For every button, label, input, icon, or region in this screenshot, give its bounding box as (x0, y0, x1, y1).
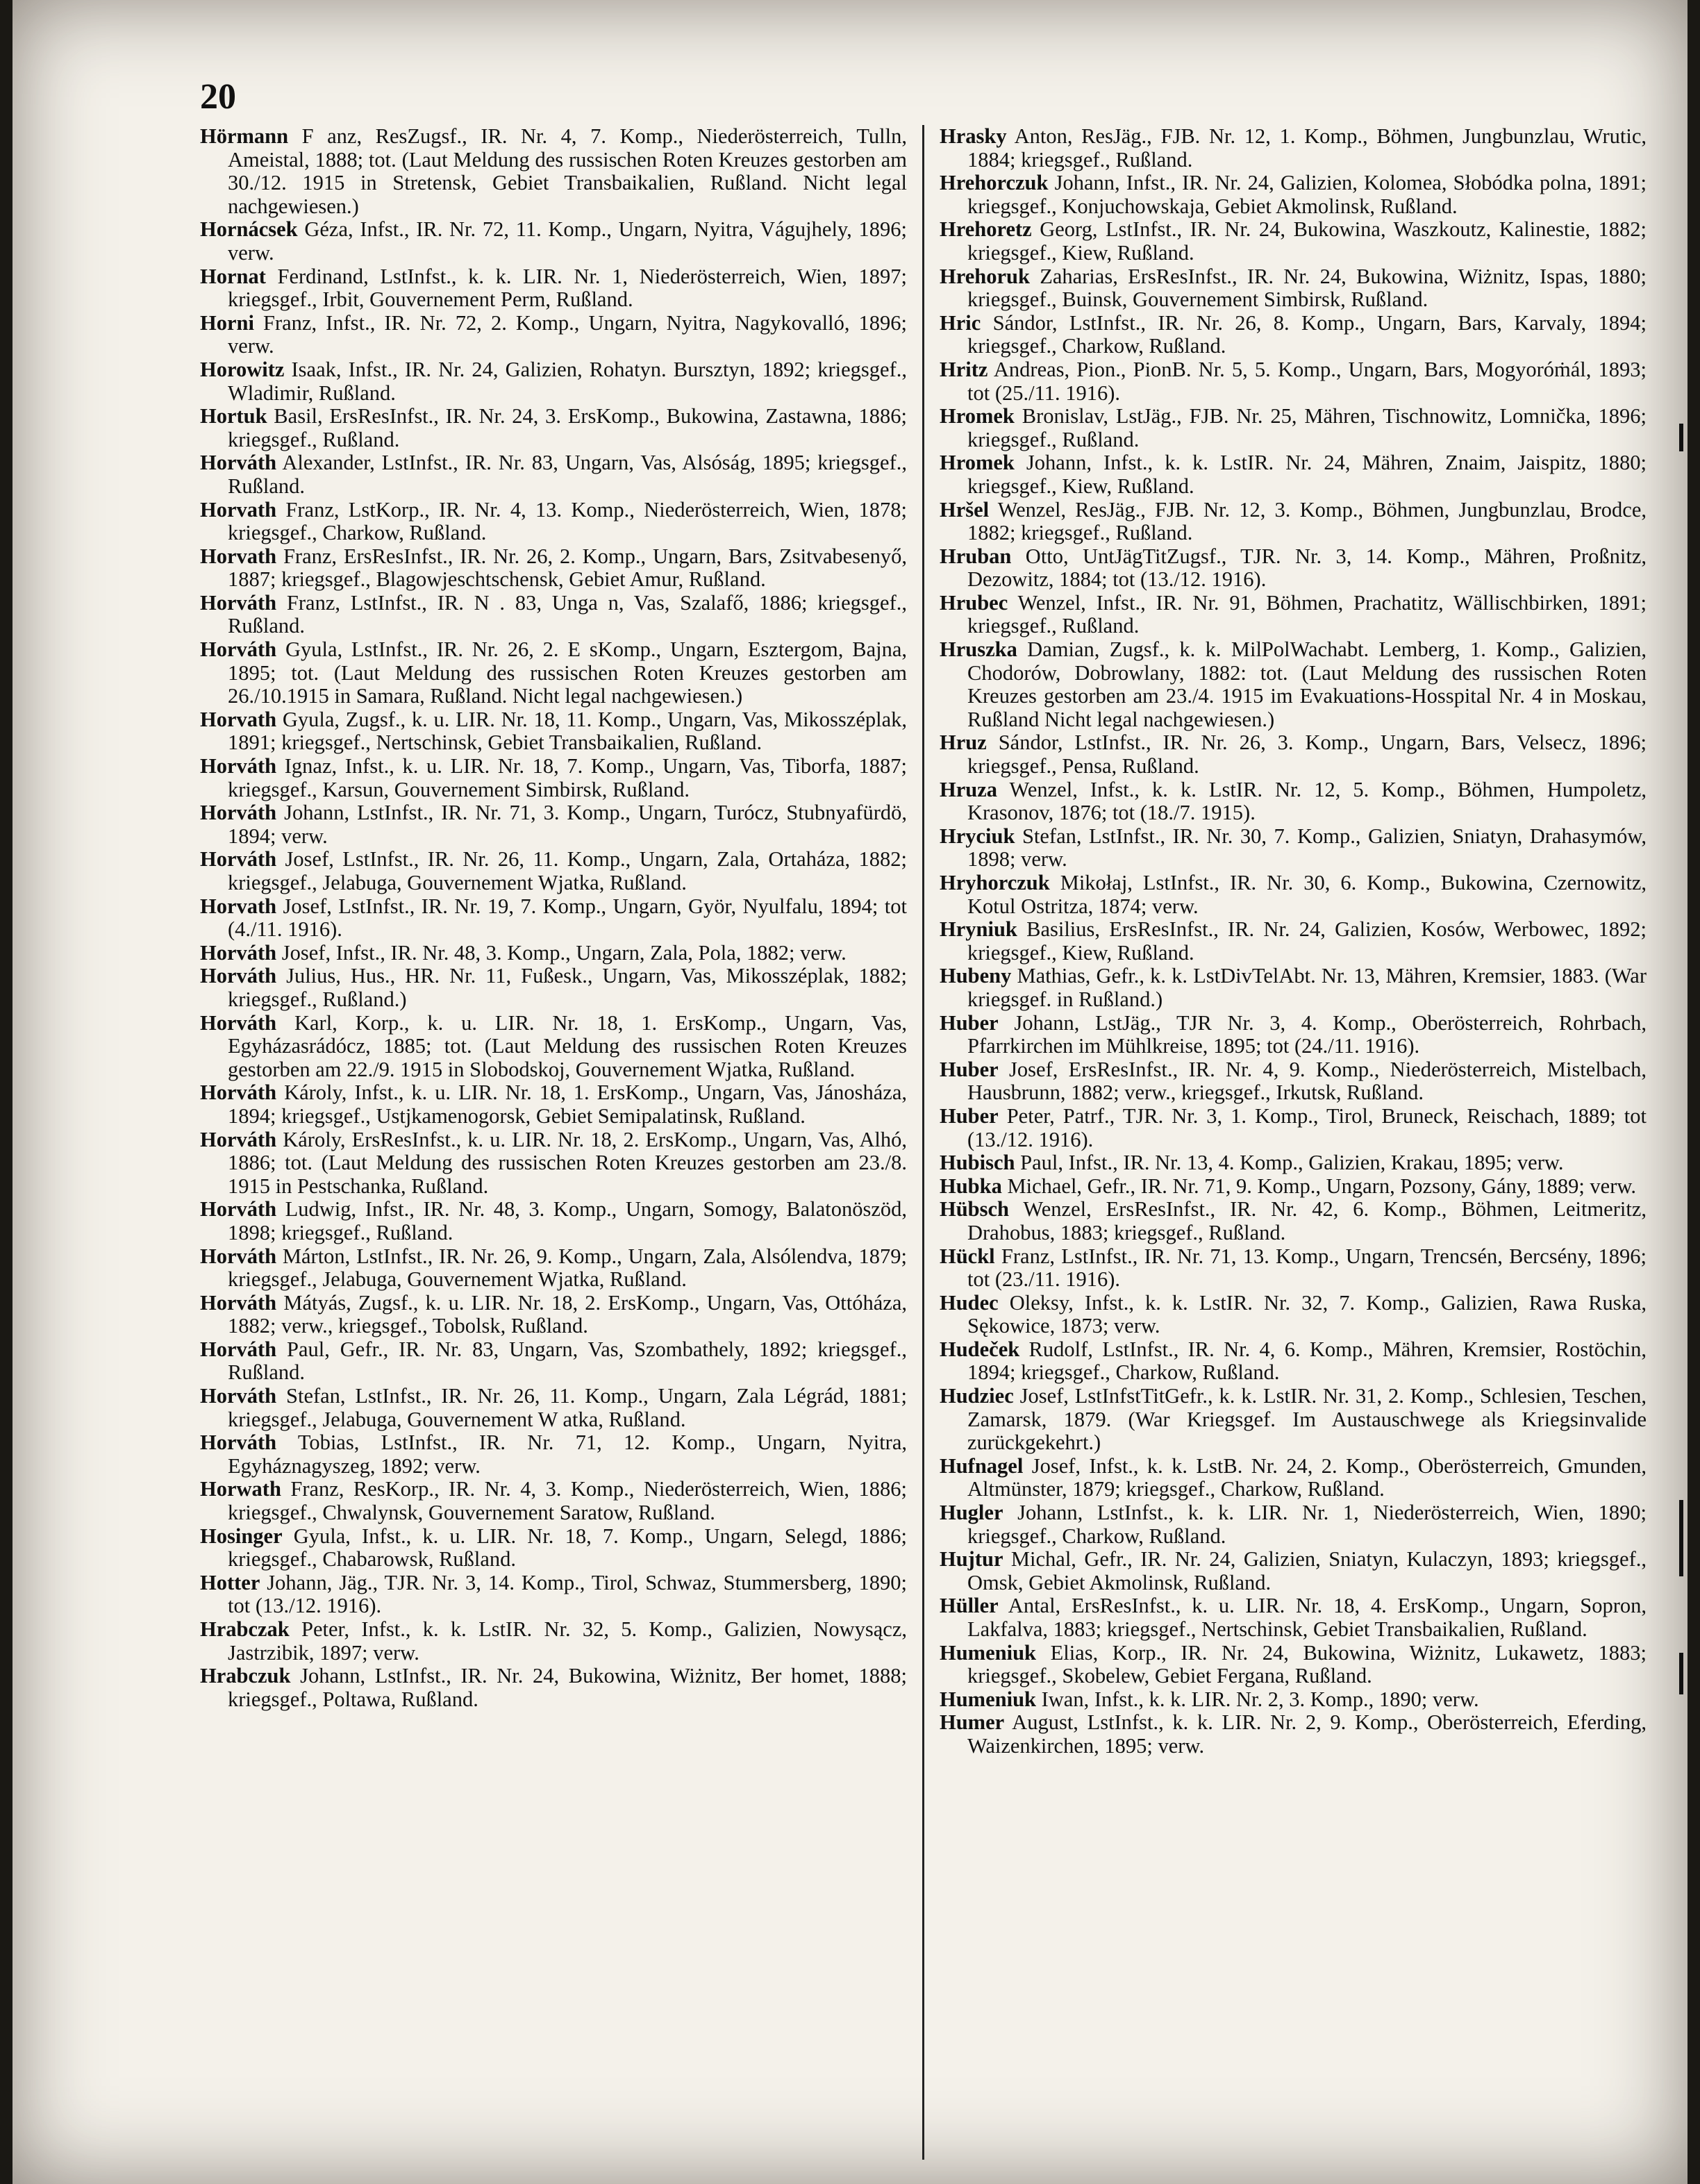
entry-surname: Hrehoruk (940, 264, 1030, 288)
entry-surname: Horváth (200, 754, 277, 778)
list-item (200, 1198, 907, 1244)
list-item (940, 825, 1647, 872)
entry-surname: Horváth (200, 964, 277, 988)
entry-details: Tobias, LstInfst., IR. Nr. 71, 12. Komp., Ungarn, Nyitra, Egyháznagyszeg, 1892; verw. (228, 1431, 907, 1478)
list-item (200, 895, 907, 942)
list-item (940, 1338, 1647, 1385)
entry-surname: Horni (200, 310, 254, 335)
entry-surname: Hortuk (200, 404, 267, 428)
entry-details: Stefan, LstInfst., IR. Nr. 30, 7. Komp., Galizien, Sniatyn, Drahasymów, 1898; verw. (967, 824, 1647, 872)
entry-surname: Hubisch (940, 1151, 1015, 1175)
entry-details: Károly, Infst., k. u. LIR. Nr. 18, 1. ErsKomp., Ungarn, Vas, Jánosháza, 1894; kriegsgef., Ustjkamenogorsk, Gebiet Semipalatinsk, Rußland. (228, 1081, 907, 1128)
entry-surname: Horváth (200, 1244, 277, 1268)
entry-details: Gyula, Zugsf., k. u. LIR. Nr. 18, 11. Komp., Ungarn, Vas, Mikosszéplak, 1891; kriegsgef., Nertschinsk, Gebiet Transbaikalien, Rußland. (228, 707, 907, 755)
entry-surname: Hujtur (940, 1547, 1003, 1572)
entry-details: Johann, Jäg., TJR. Nr. 3, 14. Komp., Tirol, Schwaz, Stummersberg, 1890; tot (13./12. 1916). (228, 1570, 907, 1618)
edge-mark (1679, 1653, 1683, 1694)
list-item (200, 801, 907, 848)
entry-details: Wenzel, Infst., k. k. LstIR. Nr. 12, 5. Komp., Böhmen, Humpoletz, Krasonov, 1876; tot (18./7. 1915). (967, 777, 1647, 825)
entry-details: Márton, LstInfst., IR. Nr. 26, 9. Komp., Ungarn, Zala, Alsólendva, 1879; kriegsgef., Jelabuga, Gouvernement Wjatka, Rußland. (228, 1244, 907, 1292)
entry-surname: Horváth (200, 1431, 277, 1455)
entry-surname: Huber (940, 1057, 999, 1081)
entry-details: Mikołaj, LstInfst., IR. Nr. 30, 6. Komp., Bukowina, Czernowitz, Kotul Ostritza, 1874; verw. (967, 871, 1647, 918)
entry-surname: Horváth (200, 1197, 277, 1222)
list-item (940, 1105, 1647, 1151)
entry-surname: Horowitz (200, 357, 285, 381)
entry-details: Josef, LstInfstTitGefr., k. k. LstIR. Nr. 31, 2. Komp., Schlesien, Teschen, Zamarsk, 1879. (War Kriegsgef. Im Austauschwege als Kriegsinvalide zurückgekehrt.) (967, 1384, 1647, 1455)
entry-details: Wenzel, Infst., IR. Nr. 91, Böhmen, Prachatitz, Wällischbirken, 1891; kriegsgef., Rußland. (967, 590, 1647, 638)
list-item (940, 778, 1647, 825)
entry-details: Josef, Infst., k. k. LstB. Nr. 24, 2. Komp., Oberösterreich, Gmunden, Altmünster, 1879; kriegsgef., Charkow, Rußland. (967, 1453, 1647, 1501)
list-item (200, 1081, 907, 1128)
entry-details: Michael, Gefr., IR. Nr. 71, 9. Komp., Ungarn, Pozsony, Gány, 1889; verw. (1001, 1174, 1637, 1198)
entry-surname: Hüller (940, 1594, 999, 1618)
entry-details: Peter, Infst., k. k. LstIR. Nr. 32, 5. Komp., Galizien, Nowysącz, Jastrzibik, 1897; verw. (228, 1617, 907, 1665)
list-item (940, 1245, 1647, 1292)
entry-surname: Humer (940, 1710, 1005, 1735)
entry-surname: Humeniuk (940, 1640, 1036, 1665)
list-item (200, 1618, 907, 1665)
list-item (940, 592, 1647, 638)
list-item (940, 1455, 1647, 1501)
list-item (940, 1688, 1647, 1712)
list-item (200, 1525, 907, 1572)
list-item (940, 1711, 1647, 1758)
list-item (940, 1548, 1647, 1594)
list-item (940, 125, 1647, 172)
list-item (200, 499, 907, 545)
entry-details: Johann, Infst., IR. Nr. 24, Galizien, Kolomea, Słobódka polna, 1891; kriegsgef., Konjuchowskaja, Gebiet Akmolinsk, Rußland. (967, 171, 1647, 218)
entry-details: Ludwig, Infst., IR. Nr. 48, 3. Komp., Ungarn, Somogy, Balatonöszöd, 1898; kriegsgef., Rußland. (228, 1197, 907, 1244)
entry-surname: Hudec (940, 1290, 999, 1315)
columns (200, 125, 1651, 2160)
left-column (200, 125, 922, 2160)
entry-details: Georg, LstInfst., IR. Nr. 24, Bukowina, Waszkoutz, Kalinestie, 1882; kriegsgef., Kiew, Rußland. (967, 217, 1647, 265)
entry-surname: Horváth (200, 1010, 277, 1035)
entry-surname: Hufnagel (940, 1453, 1024, 1478)
list-item (200, 1665, 907, 1711)
entry-surname: Horváth (200, 1337, 277, 1361)
entry-surname: Hubeny (940, 964, 1012, 988)
list-item (940, 1292, 1647, 1338)
entry-details: Károly, ErsResInfst., k. u. LIR. Nr. 18, 2. ErsKomp., Ungarn, Vas, Alhó, 1886; tot. (Laut Meldung des russischen Roten Kreuzes gestorben am 23./8. 1915 in Pestschanka, Rußland. (228, 1127, 907, 1198)
list-item (940, 918, 1647, 965)
entry-details: Oleksy, Infst., k. k. LstIR. Nr. 32, 7. Komp., Galizien, Rawa Ruska, Sękowice, 1873; verw. (967, 1290, 1647, 1338)
entry-surname: Hromek (940, 451, 1015, 475)
entry-details: Peter, Patrf., TJR. Nr. 3, 1. Komp., Tirol, Bruneck, Reischach, 1889; tot (13./12. 1916). (967, 1103, 1647, 1151)
entry-details: Sándor, LstInfst., IR. Nr. 26, 8. Komp., Ungarn, Bars, Karvaly, 1894; kriegsgef., Charkow, Rußland. (967, 310, 1647, 358)
entry-details: Mátyás, Zugsf., k. u. LIR. Nr. 18, 2. ErsKomp., Ungarn, Vas, Ottóháza, 1882; verw., kriegsgef., Tobolsk, Rußland. (228, 1290, 907, 1338)
entry-details: Bronislav, LstJäg., FJB. Nr. 25, Mähren, Tischnowitz, Lomnička, 1896; kriegsgef., Rußland. (967, 404, 1647, 451)
entry-details: Johann, LstInfst., IR. Nr. 24, Bukowina, Wiżnitz, Ber homet, 1888; kriegsgef., Poltawa, Rußland. (228, 1664, 907, 1711)
entry-details: Johann, LstJäg., TJR Nr. 3, 4. Komp., Oberösterreich, Rohrbach, Pfarrkirchen im Mühlkreise, 1895; tot (24./11. 1916). (967, 1010, 1647, 1058)
entry-surname: Hruban (940, 544, 1012, 568)
entry-details: Wenzel, ErsResInfst., IR. Nr. 42, 6. Komp., Böhmen, Leitmeritz, Drahobus, 1883; kriegsgef., Rußland. (967, 1197, 1647, 1244)
entry-details: Ignaz, Infst., k. u. LIR. Nr. 18, 7. Komp., Ungarn, Vas, Tiborfa, 1887; kriegsgef., Karsun, Gouvernement Simbirsk, Rußland. (228, 754, 907, 801)
entry-details: Wenzel, ResJäg., FJB. Nr. 12, 3. Komp., Böhmen, Jungbunzlau, Brodce, 1882; kriegsgef., Rußland. (967, 497, 1647, 545)
entry-surname: Horváth (200, 1384, 277, 1408)
list-item (200, 1431, 907, 1478)
entry-details: Mathias, Gefr., k. k. LstDivTelAbt. Nr. 13, Mähren, Kremsier, 1883. (War kriegsgef. in Rußland.) (967, 964, 1647, 1011)
list-item (200, 125, 907, 218)
entry-details: F anz, ResZugsf., IR. Nr. 4, 7. Komp., Niederösterreich, Tulln, Ameistal, 1888; tot. (Laut Meldung des russischen Roten Kreuzes gestorben am 30./12. 1915 in Stretensk, Gebiet Transbaikalien, Rußland. Nicht legal nachgewiesen.) (228, 125, 907, 218)
list-item (200, 592, 907, 638)
entry-surname: Horváth (200, 940, 277, 965)
entry-surname: Hromek (940, 404, 1015, 428)
entry-details: Basil, ErsResInfst., IR. Nr. 24, 3. ErsKomp., Bukowina, Zastawna, 1886; kriegsgef., Rußland. (228, 404, 907, 451)
entry-details: Josef, LstInfst., IR. Nr. 19, 7. Komp., Ungarn, Györ, Nyulfalu, 1894; tot (4./11. 1916). (228, 894, 907, 942)
entry-details: Gyula, LstInfst., IR. Nr. 26, 2. E sKomp., Ungarn, Esztergom, Bajna, 1895; tot. (Laut Meldung des russischen Roten Kreuzes gestorben am 26./10.1915 in Samara, Rußland. Nicht legal nachgewiesen.) (228, 637, 907, 708)
list-item (940, 1151, 1647, 1175)
list-item (200, 451, 907, 498)
entry-surname: Hörmann (200, 125, 289, 148)
list-item (200, 1292, 907, 1338)
right-column (924, 125, 1647, 2160)
entry-details: August, LstInfst., k. k. LIR. Nr. 2, 9. Komp., Oberösterreich, Eferding, Waizenkirchen, 1895; verw. (967, 1710, 1647, 1758)
list-item (940, 731, 1647, 778)
list-item (940, 545, 1647, 592)
list-item (940, 451, 1647, 498)
list-item (940, 1385, 1647, 1455)
entry-details: Anton, ResJäg., FJB. Nr. 12, 1. Komp., Böhmen, Jungbunzlau, Wrutic, 1884; kriegsgef., Rußland. (967, 125, 1647, 172)
entry-surname: Hršel (940, 497, 990, 522)
list-item (200, 405, 907, 451)
entry-surname: Hudziec (940, 1384, 1014, 1408)
entry-surname: Hornat (200, 264, 266, 288)
list-item (200, 358, 907, 405)
entry-surname: Horváth (200, 847, 277, 872)
edge-mark (1679, 1500, 1683, 1576)
list-item (940, 1501, 1647, 1548)
entry-surname: Huber (940, 1103, 999, 1128)
list-item (200, 1478, 907, 1524)
entry-surname: Hrehorczuk (940, 171, 1049, 195)
entry-details: Julius, Hus., HR. Nr. 11, Fußesk., Ungarn, Vas, Mikosszéplak, 1882; kriegsgef., Rußland.) (228, 964, 907, 1011)
entry-surname: Humeniuk (940, 1687, 1036, 1711)
entry-details: Iwan, Infst., k. k. LIR. Nr. 2, 3. Komp., 1890; verw. (1036, 1687, 1479, 1711)
list-item (200, 1338, 907, 1385)
entry-details: Isaak, Infst., IR. Nr. 24, Galizien, Rohatyn. Bursztyn, 1892; kriegsgef., Wladimir, Rußland. (228, 357, 907, 405)
entry-surname: Horvath (200, 544, 277, 568)
entry-surname: Hudeček (940, 1337, 1020, 1361)
entry-surname: Hotter (200, 1570, 260, 1594)
entry-details: Otto, UntJägTitZugsf., TJR. Nr. 3, 14. Komp., Mähren, Proßnitz, Dezowitz, 1884; tot (13./12. 1916). (967, 544, 1647, 592)
list-item (940, 1058, 1647, 1105)
entry-details: Paul, Gefr., IR. Nr. 83, Ungarn, Vas, Szombathely, 1892; kriegsgef., Rußland. (228, 1337, 907, 1385)
list-item (200, 1572, 907, 1618)
list-item (940, 965, 1647, 1011)
entry-surname: Horváth (200, 1127, 277, 1151)
entry-surname: Hryniuk (940, 917, 1017, 942)
entry-details: Damian, Zugsf., k. k. MilPolWachabt. Lemberg, 1. Komp., Galizien, Chodorów, Dobrowlany, 1882: tot. (Laut Meldung des russischen Roten Kreuzes gestorben am 23./4. 1915 im Evakuations-Hosspital Nr. 4 in Moskau, Rußland Nicht legal nachgewiesen.) (967, 637, 1647, 731)
list-item (200, 848, 907, 894)
entry-details: Michal, Gefr., IR. Nr. 24, Galizien, Sniatyn, Kulaczyn, 1893; kriegsgef., Omsk, Gebiet Akmolinsk, Rußland. (967, 1547, 1647, 1594)
entry-details: Franz, LstInfst., IR. N . 83, Unga n, Vas, Szalafő, 1886; kriegsgef., Rußland. (228, 590, 907, 638)
entry-surname: Horváth (200, 637, 277, 662)
entry-surname: Hosinger (200, 1524, 283, 1548)
entry-details: Stefan, LstInfst., IR. Nr. 26, 11. Komp., Ungarn, Zala Légrád, 1881; kriegsgef., Jelabuga, Gouvernement W atka, Rußland. (228, 1384, 907, 1431)
entry-surname: Horváth (200, 590, 277, 615)
list-item (940, 499, 1647, 545)
entry-details: Josef, ErsResInfst., IR. Nr. 4, 9. Komp., Niederösterreich, Mistelbach, Hausbrunn, 1882; verw., kriegsgef., Irkutsk, Rußland. (967, 1057, 1647, 1105)
entry-details: Josef, Infst., IR. Nr. 48, 3. Komp., Ungarn, Zala, Pola, 1882; verw. (276, 940, 847, 965)
entry-surname: Hruza (940, 777, 998, 801)
entry-surname: Hornácsek (200, 217, 298, 242)
entry-details: Franz, LstInfst., IR. Nr. 71, 13. Komp., Ungarn, Trencsén, Bercsény, 1896; tot (23./11. 1916). (967, 1244, 1647, 1292)
list-item (940, 358, 1647, 405)
list-item (940, 1175, 1647, 1199)
entry-surname: Horváth (200, 451, 277, 475)
list-item (200, 1128, 907, 1199)
list-item (200, 942, 907, 965)
entry-details: Franz, LstKorp., IR. Nr. 4, 13. Komp., Niederösterreich, Wien, 1878; kriegsgef., Charkow, Rußland. (228, 497, 907, 545)
entry-details: Ferdinand, LstInfst., k. k. LIR. Nr. 1, Niederösterreich, Wien, 1897; kriegsgef., Irbit, Gouvernement Perm, Rußland. (228, 264, 907, 312)
entry-surname: Horwath (200, 1477, 281, 1501)
entry-details: Géza, Infst., IR. Nr. 72, 11. Komp., Ungarn, Nyitra, Vágujhely, 1896; verw. (228, 217, 907, 265)
entry-details: Zaharias, ErsResInfst., IR. Nr. 24, Bukowina, Wiżnitz, Ispas, 1880; kriegsgef., Buinsk, Gouvernement Simbirsk, Rußland. (967, 264, 1647, 312)
list-item (200, 1012, 907, 1082)
list-item (200, 1385, 907, 1431)
entry-details: Franz, ResKorp., IR. Nr. 4, 3. Komp., Niederösterreich, Wien, 1886; kriegsgef., Chwalynsk, Gouvernement Saratow, Rußland. (228, 1477, 907, 1525)
entry-details: Johann, LstInfst., k. k. LIR. Nr. 1, Niederösterreich, Wien, 1890; kriegsgef., Charkow, Rußland. (967, 1501, 1647, 1548)
entry-surname: Hrabczak (200, 1617, 290, 1641)
entry-details: Antal, ErsResInfst., k. u. LIR. Nr. 18, 4. ErsKomp., Ungarn, Sopron, Lakfalva, 1883; kriegsgef., Nertschinsk, Gebiet Transbaikalien, Rußland. (967, 1594, 1647, 1641)
list-item (200, 312, 907, 358)
entry-surname: Hrasky (940, 125, 1007, 148)
entry-surname: Hruszka (940, 637, 1017, 662)
entry-details: Johann, LstInfst., IR. Nr. 71, 3. Komp., Ungarn, Turócz, Stubnyafürdö, 1894; verw. (228, 801, 907, 848)
list-item (940, 265, 1647, 312)
list-item (940, 312, 1647, 358)
entry-surname: Hrabczuk (200, 1664, 291, 1688)
entry-details: Josef, LstInfst., IR. Nr. 26, 11. Komp., Ungarn, Zala, Ortaháza, 1882; kriegsgef., Jelabuga, Gouvernement Wjatka, Rußland. (228, 847, 907, 894)
entry-details: Rudolf, LstInfst., IR. Nr. 4, 6. Komp., Mähren, Kremsier, Rostöchin, 1894; kriegsgef., Charkow, Rußland. (967, 1337, 1647, 1385)
entry-surname: Horváth (200, 801, 277, 825)
list-item (940, 405, 1647, 451)
entry-surname: Huber (940, 1010, 999, 1035)
page-number: 20 (200, 77, 236, 117)
entry-details: Sándor, LstInfst., IR. Nr. 26, 3. Komp., Ungarn, Bars, Velsecz, 1896; kriegsgef., Pensa, Rußland. (967, 731, 1647, 778)
entry-surname: Hryhorczuk (940, 871, 1050, 894)
entry-surname: Hübsch (940, 1197, 1010, 1222)
entry-surname: Horváth (200, 1290, 277, 1315)
entry-surname: Hubka (940, 1174, 1002, 1198)
entry-details: Paul, Infst., IR. Nr. 13, 4. Komp., Galizien, Krakau, 1895; verw. (1015, 1151, 1564, 1175)
list-item (940, 1012, 1647, 1058)
list-item (200, 545, 907, 592)
entry-surname: Hrubec (940, 590, 1008, 615)
document-page (12, 0, 1688, 2184)
entry-surname: Horvath (200, 894, 277, 918)
list-item (200, 755, 907, 801)
list-item (940, 1594, 1647, 1641)
list-item (940, 218, 1647, 265)
entry-details: Johann, Infst., k. k. LstIR. Nr. 24, Mähren, Znaim, Jaispitz, 1880; kriegsgef., Kiew, Rußland. (967, 451, 1647, 498)
entry-surname: Hugler (940, 1501, 1003, 1525)
entry-details: Basilius, ErsResInfst., IR. Nr. 24, Galizien, Kosów, Werbowec, 1892; kriegsgef., Kiew, Rußland. (967, 917, 1647, 965)
entry-surname: Hric (940, 310, 981, 335)
entry-surname: Horvath (200, 707, 277, 731)
entry-surname: Hritz (940, 357, 988, 381)
list-item (200, 218, 907, 265)
entry-surname: Hryciuk (940, 824, 1015, 848)
list-item (940, 872, 1647, 918)
entry-surname: Hückl (940, 1244, 995, 1268)
entry-details: Andreas, Pion., PionB. Nr. 5, 5. Komp., Ungarn, Bars, Mogyoróṁál, 1893; tot (25./11. 1916). (967, 357, 1647, 405)
entry-details: Elias, Korp., IR. Nr. 24, Bukowina, Wiżnitz, Lukawetz, 1883; kriegsgef., Skobelew, Gebiet Fergana, Rußland. (967, 1640, 1647, 1688)
edge-mark (1679, 424, 1683, 451)
entry-details: Alexander, LstInfst., IR. Nr. 83, Ungarn, Vas, Alsóság, 1895; kriegsgef., Rußland. (228, 451, 907, 498)
entry-details: Franz, ErsResInfst., IR. Nr. 26, 2. Komp., Ungarn, Bars, Zsitvabesenyő, 1887; kriegsgef., Blagowjeschtschensk, Gebiet Amur, Rußland. (228, 544, 907, 592)
list-item (940, 638, 1647, 731)
entry-surname: Horváth (200, 1081, 277, 1105)
list-item (200, 638, 907, 708)
entry-surname: Hrehoretz (940, 217, 1032, 242)
entry-details: Gyula, Infst., k. u. LIR. Nr. 18, 7. Komp., Ungarn, Selegd, 1886; kriegsgef., Chabarowsk, Rußland. (228, 1524, 907, 1572)
list-item (200, 265, 907, 312)
entry-surname: Horvath (200, 497, 277, 522)
entry-details: Karl, Korp., k. u. LIR. Nr. 18, 1. ErsKomp., Ungarn, Vas, Egyházasrádócz, 1885; tot. (Laut Meldung des russischen Roten Kreuzes gestorben am 22./9. 1915 in Slobodskoj, Gouvernement Wjatka, Rußland. (228, 1010, 907, 1081)
list-item (200, 1245, 907, 1292)
list-item (200, 965, 907, 1011)
list-item (200, 708, 907, 755)
list-item (940, 1198, 1647, 1244)
entry-details: Franz, Infst., IR. Nr. 72, 2. Komp., Ungarn, Nyitra, Nagykovalló, 1896; verw. (228, 310, 907, 358)
entry-surname: Hruz (940, 731, 987, 755)
list-item (940, 1642, 1647, 1688)
list-item (940, 172, 1647, 218)
